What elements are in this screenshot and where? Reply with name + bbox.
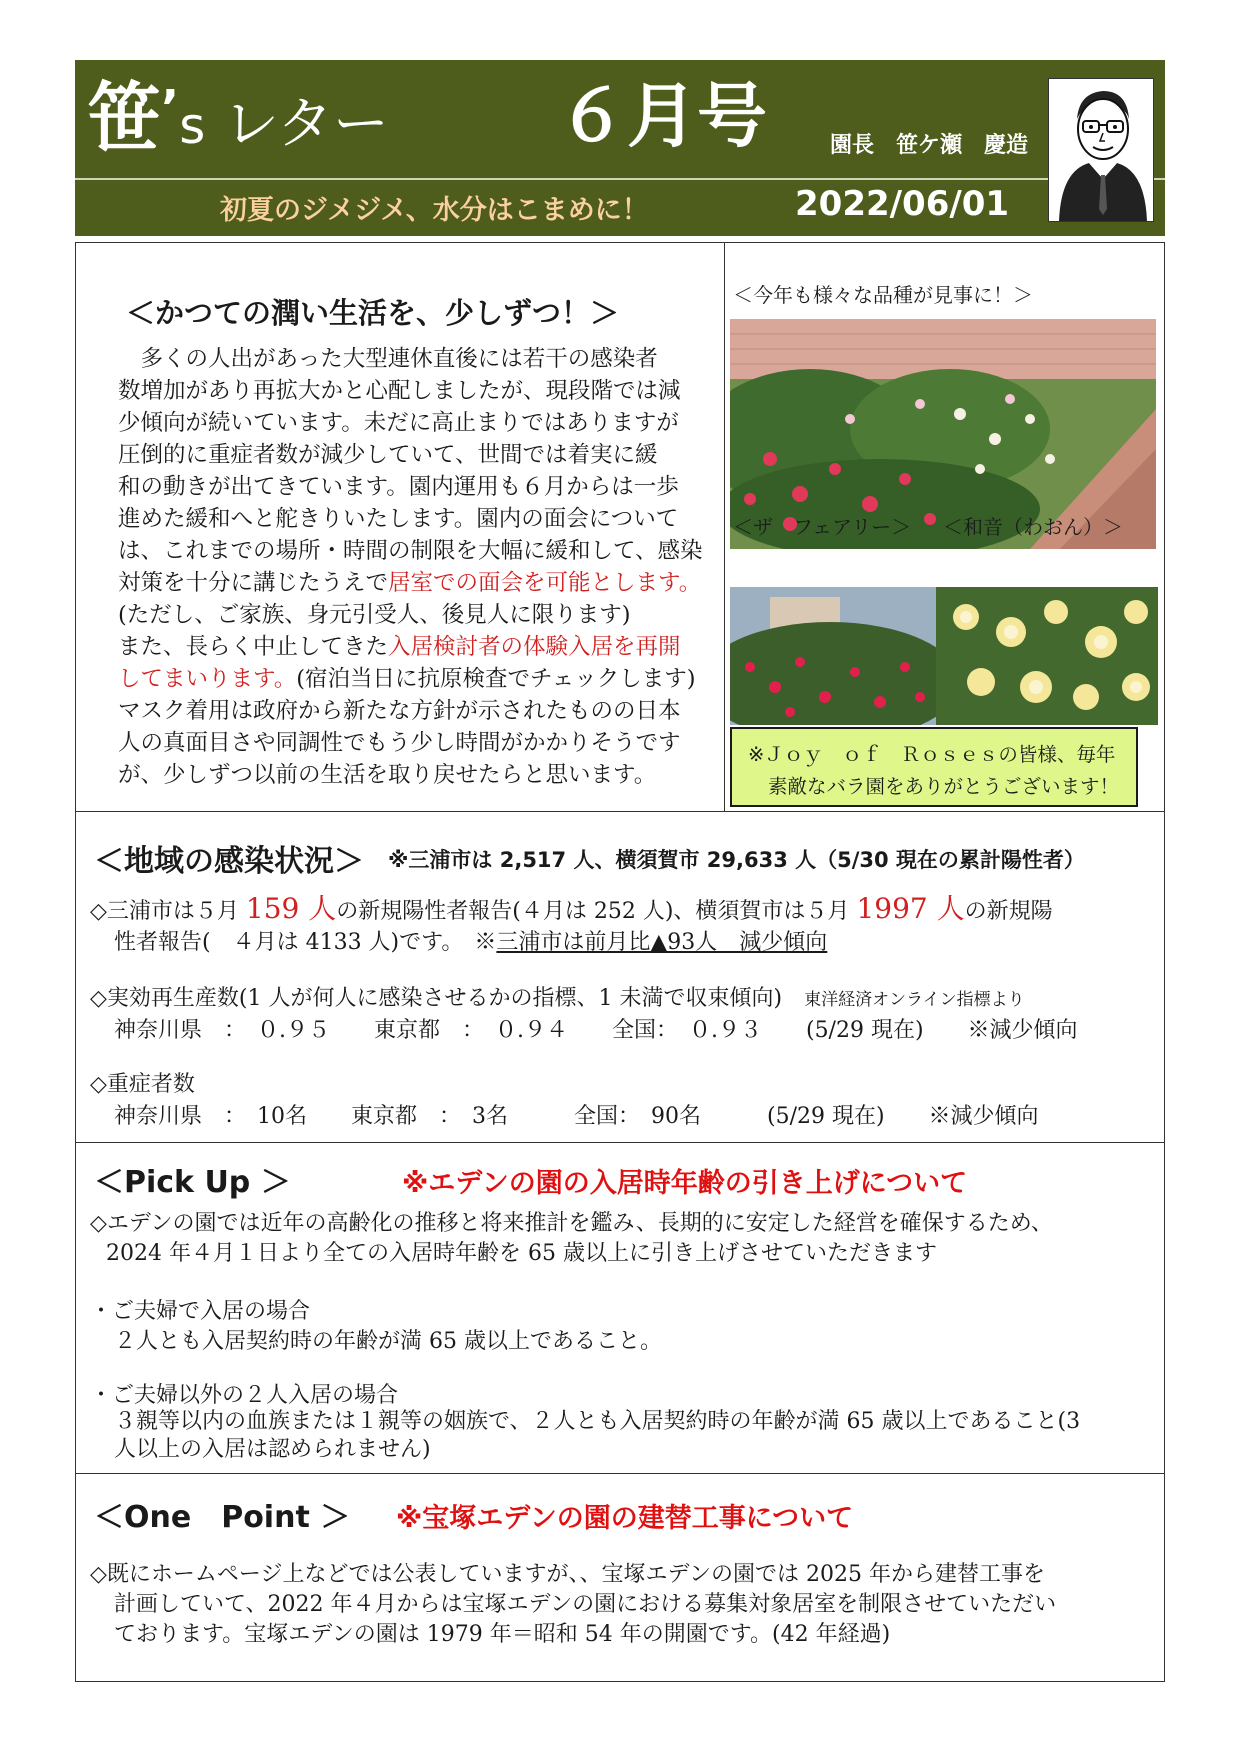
severe-cases-label: ◇重症者数 (90, 1072, 195, 1097)
miura-cases-value: 159 人 (245, 892, 337, 925)
author-portrait-illustration (1048, 78, 1154, 222)
region-heading: ＜地域の感染状況＞ (94, 844, 364, 879)
intro-line: は、これまでの場所・時間の制限を大幅に緩和して、感染 (118, 538, 703, 564)
intro-line: 対策を十分に講じたうえで居室での面会を可能とします。 (118, 570, 702, 596)
thanks-note (730, 727, 1138, 807)
intro-body (118, 343, 718, 791)
reproduction-source: 東洋経済オンライン指標より (804, 990, 1025, 1010)
intro-line: 和の動きが出てきています。園内運用も６月からは一歩 (118, 474, 679, 500)
intro-line: 少傾向が続いています。未だに高止まりではありますが (118, 410, 679, 436)
intro-line: してまいります。(宿泊当日に抗原検査でチェックします) (118, 666, 696, 692)
severe-cases-values: 神奈川県 ： 10名 東京都 ： 3名 全国： 90名 (5/29 現在) ※減少傾向 (114, 1104, 1039, 1129)
onepoint-line-1: ◇既にホームページ上などでは公表していますが、、宝塚エデンの園では 2025 年から建替工事を (90, 1562, 1046, 1587)
region-cumulative-note: ※三浦市は 2,517 人、横須賀市 29,633 人（5/30 現在の累計陽性者） (388, 848, 1085, 872)
pickup-heading: ＜Pick Up ＞ (94, 1165, 291, 1200)
pickup-section (75, 1142, 1165, 1474)
regional-infection-section (75, 811, 1165, 1143)
intro-line: 進めた緩和へと舵きりいたします。園内の面会について (118, 506, 679, 532)
new-cases-line-1: ◇三浦市は５月 159 人の新規陽性者報告(４月は 252 人)、横須賀市は５月 1997 人の新規陽 (90, 892, 1053, 925)
fairy-photo-caption: ＜ザ フェアリー＞ (733, 515, 912, 539)
waon-photo-caption: ＜和音（わおん）＞ (943, 515, 1123, 539)
intro-line: また、長らく中止してきた入居検討者の体験入居を再開 (118, 634, 681, 660)
the-fairy-rose-photo (730, 587, 936, 725)
intro-line: 圧倒的に重症者数が減少していて、世間では着実に緩 (118, 442, 658, 468)
onepoint-section (75, 1473, 1165, 1682)
author-name: 園長 笹ケ瀬 慶造 (830, 133, 1029, 158)
main-photo-caption: ＜今年も様々な品種が見事に！＞ (733, 283, 1033, 307)
couple-case-label: ・ご夫婦で入居の場合 (90, 1299, 311, 1324)
onepoint-line-2: 計画していて、2022 年４月からは宝塚エデンの園における募集対象居室を制限させていただい (114, 1592, 1057, 1617)
waon-rose-photo (936, 587, 1158, 725)
intro-line: マスク着用は政府から新たな方針が示されたものの日本 (118, 698, 681, 724)
onepoint-subheading: ※宝塚エデンの園の建替工事について (396, 1503, 854, 1534)
reproduction-number-values: 神奈川県 ： ０.９５ 東京都 ： ０.９４ 全国： ０.９３ (5/29 現在) ※減少傾向 (114, 1018, 1078, 1043)
newsletter-header (75, 60, 1165, 236)
visit-highlight: 居室での面会を可能とします。 (388, 570, 702, 596)
intro-article (75, 242, 725, 812)
pickup-subheading: ※エデンの園の入居時年齢の引き上げについて (402, 1168, 968, 1199)
intro-line: が、少しずつ以前の生活を取り戻せたらと思います。 (118, 762, 657, 788)
intro-line: (ただし、ご家族、身元引受人、後見人に限ります) (118, 602, 631, 628)
pickup-para-1-line-1: ◇エデンの園では近年の高齢化の推移と将来推計を鑑み、長期的に安定した経営を確保するため、 (90, 1211, 1053, 1236)
newsletter-title: 笹’s レター (87, 75, 389, 161)
pickup-para-1-line-2: 2024 年４月１日より全ての入居時年齢を 65 歳以上に引き上げさせていただきます (106, 1241, 937, 1266)
issue-label: ６月号 (557, 75, 767, 157)
non-couple-case-detail-1: ３親等以内の血族または１親等の姻族で、２人とも入居契約時の年齢が満 65 歳以上であること(3 (114, 1409, 1081, 1434)
couple-case-detail: ２人とも入居契約時の年齢が満 65 歳以上であること。 (114, 1329, 662, 1354)
non-couple-case-detail-2: 人以上の入居は認められません) (114, 1437, 431, 1462)
rose-photos-column (725, 242, 1165, 812)
issue-date: 2022/06/01 (795, 184, 1010, 224)
reproduction-number-line-1: ◇実効再生産数(1 人が何人に感染させるかの指標、1 未満で収束傾向) 東洋経済オンライン指標より (90, 986, 1025, 1011)
header-divider (75, 178, 1165, 180)
new-cases-line-2: 性者報告( ４月は 4133 人)です。 ※三浦市は前月比▲93人 減少傾向 (114, 930, 828, 955)
non-couple-case-label: ・ご夫婦以外の２人入居の場合 (90, 1383, 399, 1408)
onepoint-heading: ＜One Point ＞ (94, 1500, 351, 1535)
thanks-line-2: 素敵なバラ園をありがとうございます！ (768, 775, 1120, 798)
intro-line: 人の真面目さや同調性でもう少し時間がかかりそうです (118, 730, 681, 756)
intro-line: 多くの人出があった大型連休直後には若干の感染者 (118, 346, 658, 372)
yokosuka-cases-value: 1997 人 (856, 892, 965, 925)
newsletter-subtitle: 初夏のジメジメ、水分はこまめに！ (220, 195, 649, 226)
intro-heading: ＜かつての潤い生活を、少しずつ！＞ (126, 296, 620, 330)
onepoint-line-3: ております。宝塚エデンの園は 1979 年＝昭和 54 年の開園です。(42 年経過) (114, 1622, 891, 1647)
thanks-line-1: ※Ｊｏｙ ｏｆ Ｒｏｓｅｓの皆様、毎年 (748, 743, 1116, 766)
trial-stay-highlight: 入居検討者の体験入居を再開 (388, 634, 681, 660)
intro-line: 数増加があり再拡大かと心配しましたが、現段階では減 (118, 378, 681, 404)
